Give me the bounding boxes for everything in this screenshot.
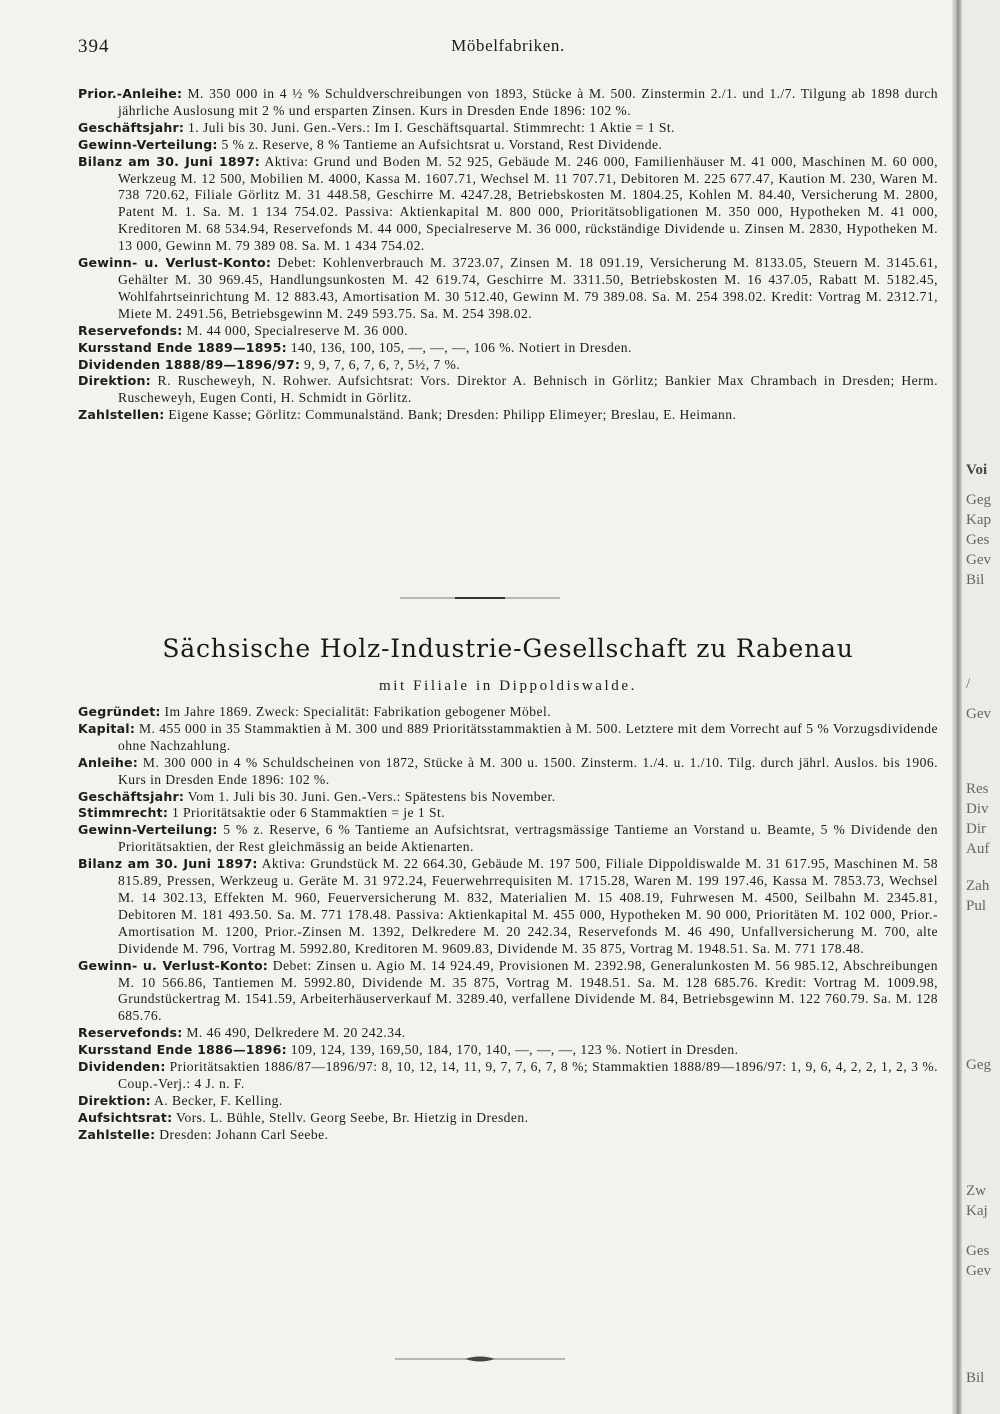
entry-label: Bilanz am 30. Juni 1897:: [78, 153, 260, 169]
entry: [78, 704, 938, 721]
adjacent-page-fragment: Bil: [966, 1370, 985, 1386]
entry-text: M. 350 000 in 4 ½ % Schuldverschreibungen von 1893, Stücke à M. 500. Zinstermin 2./1. und 1./7. Tilgung ab 1898 durch jährliche Auslosung mit 2 % und ersparten Zinsen. Kurs in Dresden Ende 1896: 102 %.: [118, 86, 939, 118]
entry: [78, 86, 938, 120]
adjacent-page-fragment: Voi: [966, 462, 988, 478]
adjacent-page-fragment: Geg: [966, 1057, 991, 1073]
page-header: [78, 36, 938, 60]
adjacent-page-fragment: Res: [966, 781, 989, 797]
adjacent-page-fragment: Gev: [966, 552, 991, 568]
entry-text: 1. Juli bis 30. Juni. Gen.-Vers.: Im I. Geschäftsquartal. Stimmrecht: 1 Aktie = 1 St.: [188, 119, 675, 135]
entry-label: Prior.-Anleihe:: [78, 86, 183, 101]
entry-label: Kapital:: [78, 720, 136, 736]
running-title: Möbelfabriken.: [451, 36, 565, 55]
entry-text: Vors. L. Bühle, Stellv. Georg Seebe, Br. Hietzig in Dresden.: [175, 1109, 529, 1125]
entry: [78, 856, 938, 957]
entry-label: Zahlstelle:: [78, 1126, 156, 1142]
entry-label: Reservefonds:: [78, 322, 183, 338]
entry-label: Dividenden 1888/89—1896/97:: [78, 356, 301, 372]
adjacent-page-fragment: Gev: [966, 1263, 991, 1279]
entry: [78, 721, 938, 755]
entry: [78, 1025, 938, 1042]
entry-label: Gewinn-Verteilung:: [78, 136, 218, 152]
entry-text: Aktiva: Grund und Boden M. 52 925, Gebäude M. 246 000, Familienhäuser M. 41 000, Maschinen M. 60 000, Werkzeug M. 12 500, Mobilien M. 4000, Kassa M. 1607.71, Wechsel M. 11 707.71, Debitoren M. 225 677.47, Kaution M. 230, Waren M. 738 720.62, Filiale Görlitz M. 31 448.58, Geschirre M. 4247.28, Betriebskosten M. 1804.25, Kohlen M. 84.40, Versicherung M. 2800, Patent M. 1. Sa. M. 1 134 754.02. Passiva: Aktienkapital M. 800 000, Prioritätsobligationen M. 350 000, Hypotheken M. 41 000, Kreditoren M. 68 534.94, Reservefonds M. 44 000, Specialreserve M. 36 000, rückständige Dividende u. Zinsen M. 2830, Hypotheken M. 13 000, Gewinn M. 79 389 08. Sa. M. 1 434 754.02.: [118, 153, 938, 254]
entry: [78, 805, 938, 822]
entry-label: Kursstand Ende 1886—1896:: [78, 1042, 287, 1058]
entry-label: Geschäftsjahr:: [78, 788, 185, 804]
entry: [78, 357, 938, 374]
entry: [78, 1110, 938, 1127]
entry-text: 1 Prioritätsaktie oder 6 Stammaktien = je 1 St.: [171, 805, 446, 821]
entry-text: 9, 9, 7, 6, 7, 6, ?, 5½, 7 %.: [303, 356, 461, 372]
adjacent-page-fragment: Ges: [966, 1243, 990, 1259]
entry: [78, 120, 938, 137]
entry-label: Gewinn- u. Verlust-Konto:: [78, 255, 272, 271]
adjacent-page-fragment: Auf: [966, 841, 990, 857]
entry-text: M. 46 490, Delkredere M. 20 242.34.: [186, 1025, 406, 1041]
entry: [78, 407, 938, 424]
page-number: 394: [78, 36, 110, 57]
adjacent-page-fragment: Gev: [966, 706, 991, 722]
entry-text: 5 % z. Reserve, 6 % Tantieme an Aufsichtsrat, vertragsmässige Tantieme an Vorstand u. Beamte, 5 % Dividende den Prioritätsaktien, der Rest gleichmässig an beide Aktienarten.: [118, 822, 939, 855]
adjacent-page-fragment: Kap: [966, 512, 991, 528]
section-previous-company: [78, 86, 938, 424]
adjacent-page-edge: [962, 0, 1000, 1414]
entry: [78, 1093, 938, 1110]
entry-label: Kursstand Ende 1889—1895:: [78, 339, 287, 355]
entry: [78, 1042, 938, 1059]
adjacent-page-fragment: Dir: [966, 821, 986, 837]
entry-label: Zahlstellen:: [78, 407, 165, 423]
entry-label: Gewinn-Verteilung:: [78, 822, 218, 838]
entry-text: Eigene Kasse; Görlitz: Communalständ. Bank; Dresden: Philipp Elimeyer; Breslau, E. Heimann.: [168, 407, 737, 423]
binding-gutter: [952, 0, 962, 1414]
adjacent-page-fragment: Zah: [966, 878, 990, 894]
entry-label: Stimmrecht:: [78, 805, 169, 821]
company-title: Sächsische Holz-Industrie-Gesellschaft zu Rabenau: [162, 634, 854, 663]
company-subtitle: mit Filiale in Dippoldiswalde.: [379, 678, 637, 694]
adjacent-page-fragment: /: [966, 676, 971, 692]
entry-text: M. 300 000 in 4 % Schuldscheinen von 1872, Stücke à M. 300 u. 1500. Zinsterm. 1./4. u. 1./10. Tilg. durch jährl. Auslos. bis 1906. Kurs in Dresden Ende 1896: 102 %.: [118, 754, 938, 787]
adjacent-page-fragment: Pul: [966, 898, 987, 914]
entry-label: Reservefonds:: [78, 1025, 183, 1041]
entry: [78, 323, 938, 340]
entry: [78, 255, 938, 323]
entry-label: Dividenden:: [78, 1059, 166, 1075]
adjacent-page-fragment: Geg: [966, 492, 991, 508]
adjacent-page-fragment: Ges: [966, 532, 990, 548]
section-company-rabenau: [78, 704, 938, 1144]
entry-text: R. Ruscheweyh, N. Rohwer. Aufsichtsrat: Vors. Direktor A. Behnisch in Görlitz; Bankier Max Chrambach in Dresden; Herm. Ruscheweyh, Eugen Conti, H. Schmidt in Görlitz.: [118, 373, 938, 406]
entry: [78, 373, 938, 407]
entry-label: Direktion:: [78, 1092, 151, 1108]
entry-text: M. 455 000 in 35 Stammaktien à M. 300 und 889 Prioritätsstammaktien à M. 500. Letztere mit dem Vorrecht auf 5 % Vorzugsdividende ohne Nachzahlung.: [118, 720, 938, 753]
entry: [78, 958, 938, 1026]
entry-text: Vom 1. Juli bis 30. Juni. Gen.-Vers.: Spätestens bis November.: [187, 788, 556, 804]
entry-label: Geschäftsjahr:: [78, 119, 185, 135]
entry-text: Debet: Zinsen u. Agio M. 14 924.49, Provisionen M. 2392.98, Generalunkosten M. 56 985.12, Abschreibungen M. 10 566.86, Tantiemen M. 5992.80, Dividende M. 35 875, Vortrag M. 1948.51. Sa. M. 128 685.76. Kredit: Vortrag M. 1009.98, Grundstückertrag M. 1541.59, Arbeiterhäuserverkauf M. 3289.40, verfallene Dividende M. 84, Betriebsgewinn M. 122 760.79. Sa. M. 128 685.76.: [118, 957, 938, 1024]
entry-text: 140, 136, 100, 105, —, —, —, 106 %. Notiert in Dresden.: [290, 339, 632, 355]
entry-label: Aufsichtsrat:: [78, 1109, 173, 1125]
entry-text: 5 % z. Reserve, 8 % Tantieme an Aufsichtsrat u. Vorstand, Rest Dividende.: [221, 136, 663, 152]
entry-label: Bilanz am 30. Juni 1897:: [78, 856, 258, 872]
adjacent-page-fragment: Kaj: [966, 1203, 988, 1219]
section-divider: [400, 594, 560, 602]
end-divider: [395, 1354, 565, 1364]
entry: [78, 340, 938, 357]
entry-label: Gewinn- u. Verlust-Konto:: [78, 957, 269, 973]
entry-label: Gegründet:: [78, 704, 161, 719]
adjacent-page-fragment: Bil: [966, 572, 985, 588]
entry: [78, 789, 938, 806]
entry-label: Anleihe:: [78, 754, 139, 770]
entry-text: Dresden: Johann Carl Seebe.: [159, 1126, 329, 1142]
adjacent-page-fragment: Div: [966, 801, 989, 817]
entry-text: Im Jahre 1869. Zweck: Specialität: Fabrikation gebogener Möbel.: [164, 704, 552, 719]
entry: [78, 1127, 938, 1144]
entry: [78, 822, 938, 856]
entry-text: A. Becker, F. Kelling.: [154, 1092, 283, 1108]
entry: [78, 755, 938, 789]
adjacent-page-fragment: Zw: [966, 1183, 986, 1199]
entry: [78, 154, 938, 255]
entry: [78, 137, 938, 154]
entry-text: Aktiva: Grundstück M. 22 664.30, Gebäude M. 197 500, Filiale Dippoldiswalde M. 31 617.95, Maschinen M. 58 815.89, Pressen, Werkzeug u. Geräte M. 31 972.24, Feuerwehrrequisiten M. 1715.28, Waren M. 199 197.46, Kassa M. 7853.73, Wechsel M. 14 302.13, Effekten M. 960, Feuerversicherung M. 832, Materialien M. 15 408.19, Fuhrwesen M. 4500, Seilbahn M. 2345.81, Debitoren M. 181 493.50. Sa. M. 771 178.48. Passiva: Aktienkapital M. 455 000, Hypotheken M. 90 000, Prioritäten M. 102 000, Prior.-Amortisation M. 1200, Prior.-Zinsen M. 1392, Delkredere M. 20 242.34, Reservefonds M. 46 490, Unfallversicherung M. 700, alte Dividende M. 796, Vortrag M. 5992.80, Kreditoren M. 9609.83, Dividende M. 35 875, Vortrag M. 1948.51. Sa. M. 771 178.48.: [118, 856, 938, 956]
entry: [78, 1059, 938, 1093]
entry-label: Direktion:: [78, 373, 151, 389]
entry-text: 109, 124, 139, 169,50, 184, 170, 140, —, —, —, 123 %. Notiert in Dresden.: [290, 1042, 739, 1058]
entry-text: Debet: Kohlenverbrauch M. 3723.07, Zinsen M. 18 091.19, Versicherung M. 8133.05, Steuern M. 3145.61, Gehälter M. 30 969.45, Handlungsunkosten M. 42 619.74, Geschirre M. 3311.50, Betriebskosten M. 16 437.05, Rabatt M. 5182.45, Wohlfahrtseinrichtung M. 12 883.43, Amortisation M. 30 512.40, Gewinn M. 79 389.08. Sa. M. 254 398.02. Kredit: Vortrag M. 2312.71, Miete M. 2491.56, Betriebsgewinn M. 249 593.75. Sa. M. 254 398.02.: [118, 255, 938, 321]
entry-text: Prioritätsaktien 1886/87—1896/97: 8, 10, 12, 14, 11, 9, 7, 7, 6, 7, 8 %; Stammaktien 1888/89—1896/97: 1, 9, 6, 4, 2, 2, 1, 2, 3 %. Coup.-Verj.: 4 J. n. F.: [118, 1059, 938, 1091]
entry-text: M. 44 000, Specialreserve M. 36 000.: [186, 322, 408, 338]
